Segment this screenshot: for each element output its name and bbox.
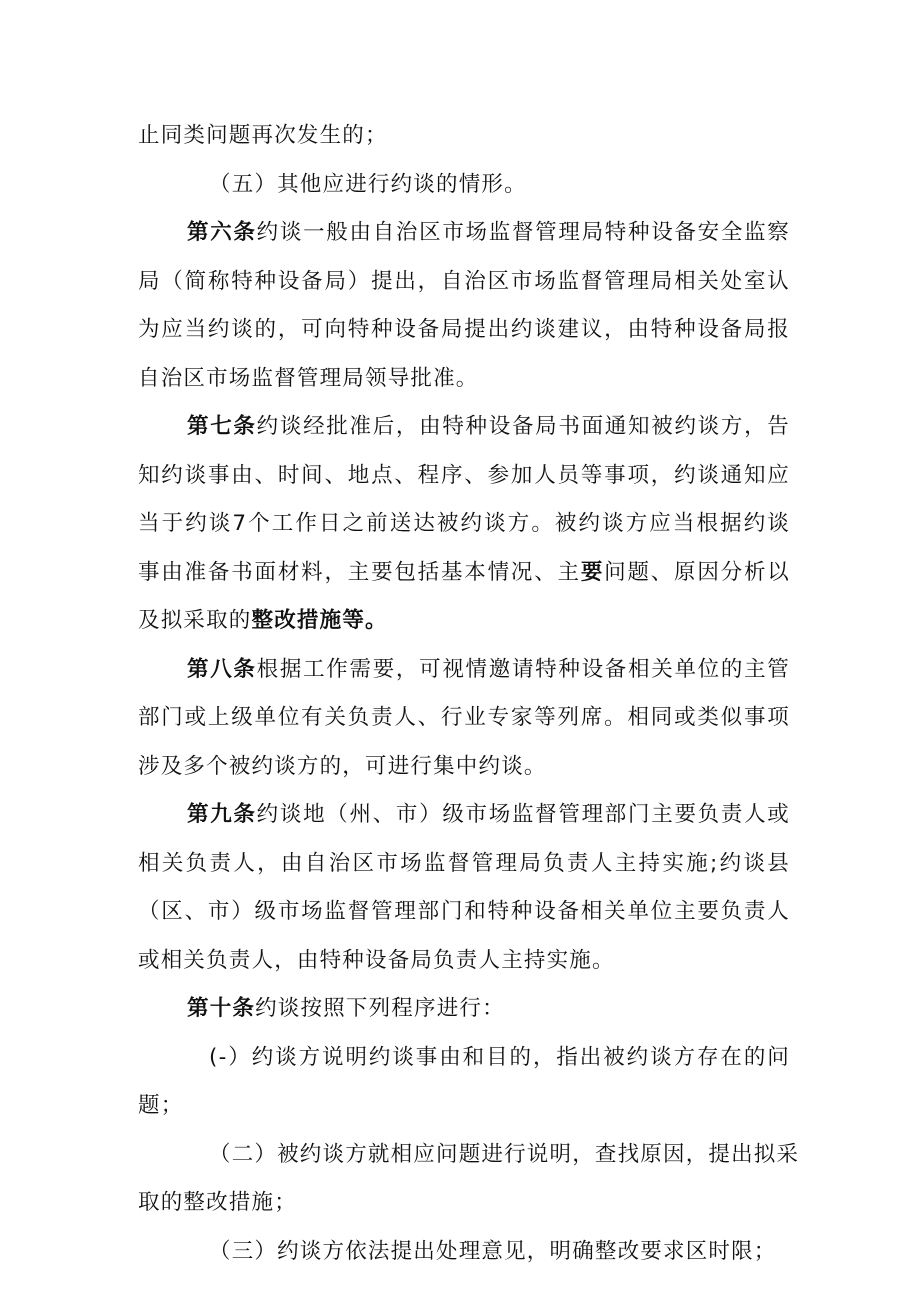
article-heading: 第七条 bbox=[187, 414, 257, 439]
paragraph-line: 自治区市场监督管理局领导批准。 bbox=[138, 365, 479, 391]
paragraph-line: 局（简称特种设备局）提出，自治区市场监督管理局相关处室认 bbox=[138, 268, 790, 294]
article-heading: 第九条 bbox=[187, 802, 257, 827]
list-item-one: (-）约谈方说明约谈事由和目的，指出被约谈方存在的问 bbox=[209, 1044, 790, 1070]
article-9: 第九条约谈地（州、市）级市场监督管理部门主要负责人或 bbox=[187, 802, 790, 827]
article-7: 第七条约谈经批准后，由特种设备局书面通知被约谈方，告 bbox=[187, 414, 790, 439]
article-6: 第六条约谈一般由自治区市场监督管理局特种设备安全监察 bbox=[187, 220, 790, 245]
paragraph-line: （区、市）级市场监督管理部门和特种设备相关单位主要负责人 bbox=[138, 899, 790, 924]
paragraph-line: 当于约谈7个工作日之前送达被约谈方。被约谈方应当根据约谈 bbox=[138, 511, 790, 536]
document-page bbox=[138, 112, 800, 1276]
paragraph-line: 知约谈事由、时间、地点、程序、参加人员等事项，约谈通知应 bbox=[138, 462, 790, 488]
paragraph-line: 及拟采取的整改措施等。 bbox=[138, 608, 388, 633]
article-heading: 第六条 bbox=[187, 220, 257, 245]
paragraph-line: 涉及多个被约谈方的，可进行集中约谈。 bbox=[138, 753, 547, 779]
list-item-two: （二）被约谈方就相应问题进行说明，查找原因，提出拟采 bbox=[209, 1141, 800, 1167]
paragraph-line: 部门或上级单位有关负责人、行业专家等列席。相同或类似事项 bbox=[138, 705, 790, 730]
paragraph-line: 相关负责人，由自治区市场监督管理局负责人主持实施;约谈县 bbox=[138, 850, 790, 876]
list-item-three: （三）约谈方依法提出处理意见，明确整改要求区时限； bbox=[209, 1238, 777, 1264]
paragraph-line: 事由准备书面材料，主要包括基本情况、主要问题、原因分析以 bbox=[138, 559, 790, 585]
paragraph-line: 取的整改措施； bbox=[138, 1190, 297, 1215]
list-item-five: （五）其他应进行约谈的情形。 bbox=[209, 171, 527, 197]
article-10: 第十条约谈按照下列程序进行： bbox=[187, 996, 505, 1021]
paragraph-line: 题； bbox=[138, 1093, 184, 1118]
paragraph-line: 止同类问题再次发生的； bbox=[138, 123, 388, 148]
article-heading: 第十条 bbox=[187, 996, 256, 1021]
article-8: 第八条根据工作需要，可视情邀请特种设备相关单位的主管 bbox=[187, 656, 790, 682]
article-heading: 第八条 bbox=[187, 656, 257, 682]
paragraph-line: 为应当约谈的，可向特种设备局提出约谈建议，由特种设备局报 bbox=[138, 317, 790, 342]
paragraph-line: 或相关负责人，由特种设备局负责人主持实施。 bbox=[138, 947, 615, 973]
